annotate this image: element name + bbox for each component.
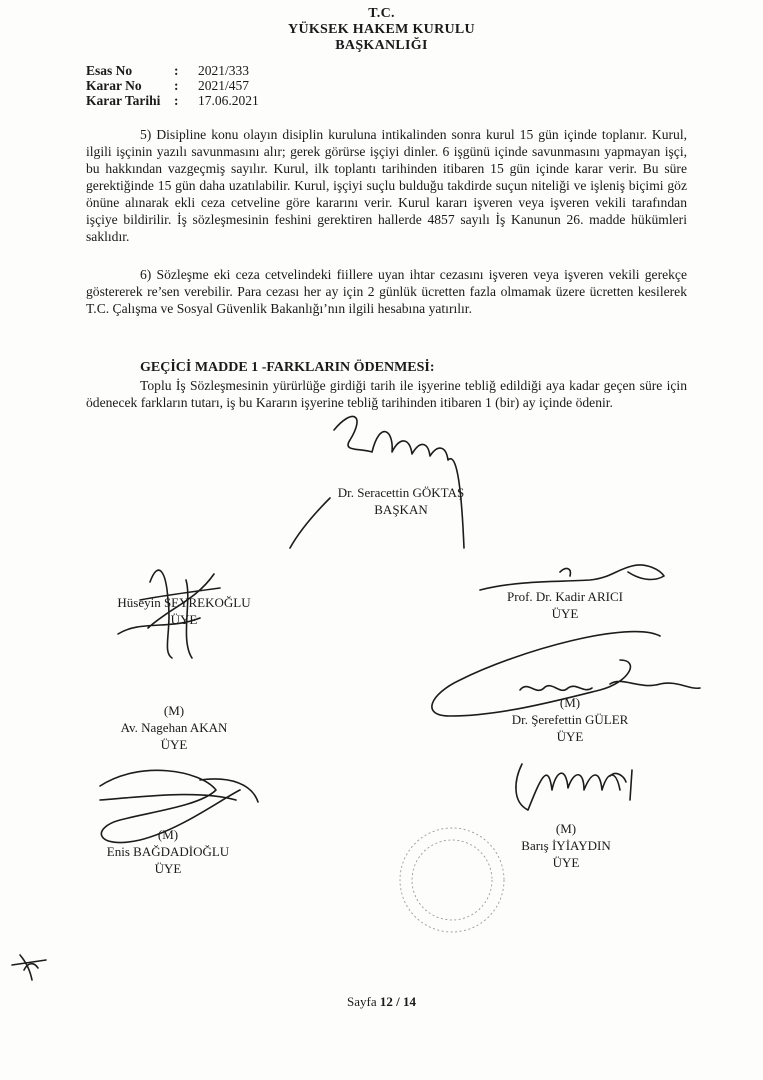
signatory-mark: (M): [163, 703, 185, 718]
signatory-title: ÜYE: [154, 861, 182, 876]
signatory-title: ÜYE: [552, 855, 580, 870]
gecici-madde-paragraph: [86, 377, 687, 411]
signatory-mark: (M): [157, 827, 179, 842]
meta-value: 17.06.2021: [198, 93, 259, 108]
signatory-name: Prof. Dr. Kadir ARICI: [507, 589, 623, 604]
page-label: Sayfa: [347, 994, 377, 1009]
meta-label: Karar Tarihi: [86, 93, 161, 108]
meta-karar-no: [86, 78, 249, 94]
signatory-mark: (M): [559, 695, 581, 710]
meta-label: Esas No: [86, 63, 133, 78]
signature-iyiaydin: [516, 764, 632, 810]
header-tc: T.C.: [368, 6, 395, 21]
signatory-name: Enis BAĞDADİOĞLU: [106, 844, 230, 859]
signatory-akan: [84, 702, 264, 753]
signatory-iyiaydin: [486, 820, 646, 871]
signatory-title: ÜYE: [551, 606, 579, 621]
meta-colon: :: [174, 93, 179, 108]
signatory-arici: [470, 588, 660, 622]
signatory-name: Av. Nagehan AKAN: [120, 720, 228, 735]
meta-colon: :: [174, 63, 179, 78]
signatory-baskan: [306, 484, 496, 518]
meta-esas-no: [86, 63, 249, 79]
signatory-name: Hüseyin SEYREKOĞLU: [117, 595, 251, 610]
meta-value: 2021/457: [198, 78, 250, 93]
signatory-title: ÜYE: [556, 729, 584, 744]
meta-colon: :: [174, 78, 179, 93]
signatory-seyrekoglu: [94, 594, 274, 628]
signatory-title: ÜYE: [170, 612, 198, 627]
meta-karar-tarihi: [86, 93, 259, 109]
signatory-bagdadioglu: [78, 826, 258, 877]
initial-mark: [12, 955, 46, 980]
header-presidency: BAŞKANLIĞI: [335, 38, 428, 53]
paragraph-5-text: 5) Disipline konu olayın disiplin kuruluna intikalinden sonra kurul 15 gün içinde toplanır. Kurul, ilgili işçinin yazılı savunmasını alır; gerek görürse işçiyi dinler. 6 işgünü içinde savunmasını yapmayan işçi, bu hakkından vazgeçmiş sayılır. Kurul, ilk toplantı tarihinden itibaren 15 gün içinde karar verir. Bu süre gerektiğinde 15 gün daha uzatılabilir. Kurul, işçiyi suçlu bulduğu takdirde suçun niteliği ve işleniş biçimi göz önüne alınarak ekli ceza cetveline göre kararını verir. Kurul kararı işveren veya işveren vekili tarafından işçiye bildirilir. İş sözleşmesinin feshini gerektiren hallerde 4857 sayılı İş Kanunun 26. madde hükümleri saklıdır.: [86, 127, 687, 244]
page-number: 12 / 14: [379, 994, 416, 1009]
paragraph-5: [86, 126, 687, 245]
paragraph-6: [86, 266, 687, 317]
header-institution: YÜKSEK HAKEM KURULU: [288, 22, 475, 37]
signatory-title: ÜYE: [160, 737, 188, 752]
gecici-madde-text: Toplu İş Sözleşmesinin yürürlüğe girdiği tarih ile işyerine tebliğ edildiği aya kadar geçen süre için ödenecek farkların tutarı, iş bu Kararın işyerine tebliğ tarihinden itibaren 1 (bir) ay içinde ödenir.: [86, 378, 687, 410]
signatory-title: BAŞKAN: [374, 502, 428, 517]
meta-value: 2021/333: [198, 63, 250, 78]
paragraph-6-text: 6) Sözleşme eki ceza cetvelindeki fiillere uyan ihtar cezasını işveren veya işveren vekili gerekçe göstererek re’sen verebilir. Para cezası her ay için 2 günlük ücretten fazla olmamak üzere ücretten kesilerek T.C. Çalışma ve Sosyal Güvenlik Bakanlığı’nın ilgili hesabına yatırılır.: [86, 267, 687, 316]
signatory-name: Barış İYİAYDIN: [521, 838, 611, 853]
page-footer: [0, 994, 763, 1010]
signature-arici: [480, 565, 664, 590]
signatory-mark: (M): [555, 821, 577, 836]
meta-label: Karar No: [86, 78, 142, 93]
signatory-name: Dr. Şerefettin GÜLER: [511, 712, 629, 727]
signatory-guler: [470, 694, 670, 745]
signature-baskan: [290, 417, 464, 548]
signatory-name: Dr. Seracettin GÖKTAŞ: [337, 485, 465, 500]
gecici-madde-title: GEÇİCİ MADDE 1 -FARKLARIN ÖDENMESİ:: [140, 360, 435, 375]
